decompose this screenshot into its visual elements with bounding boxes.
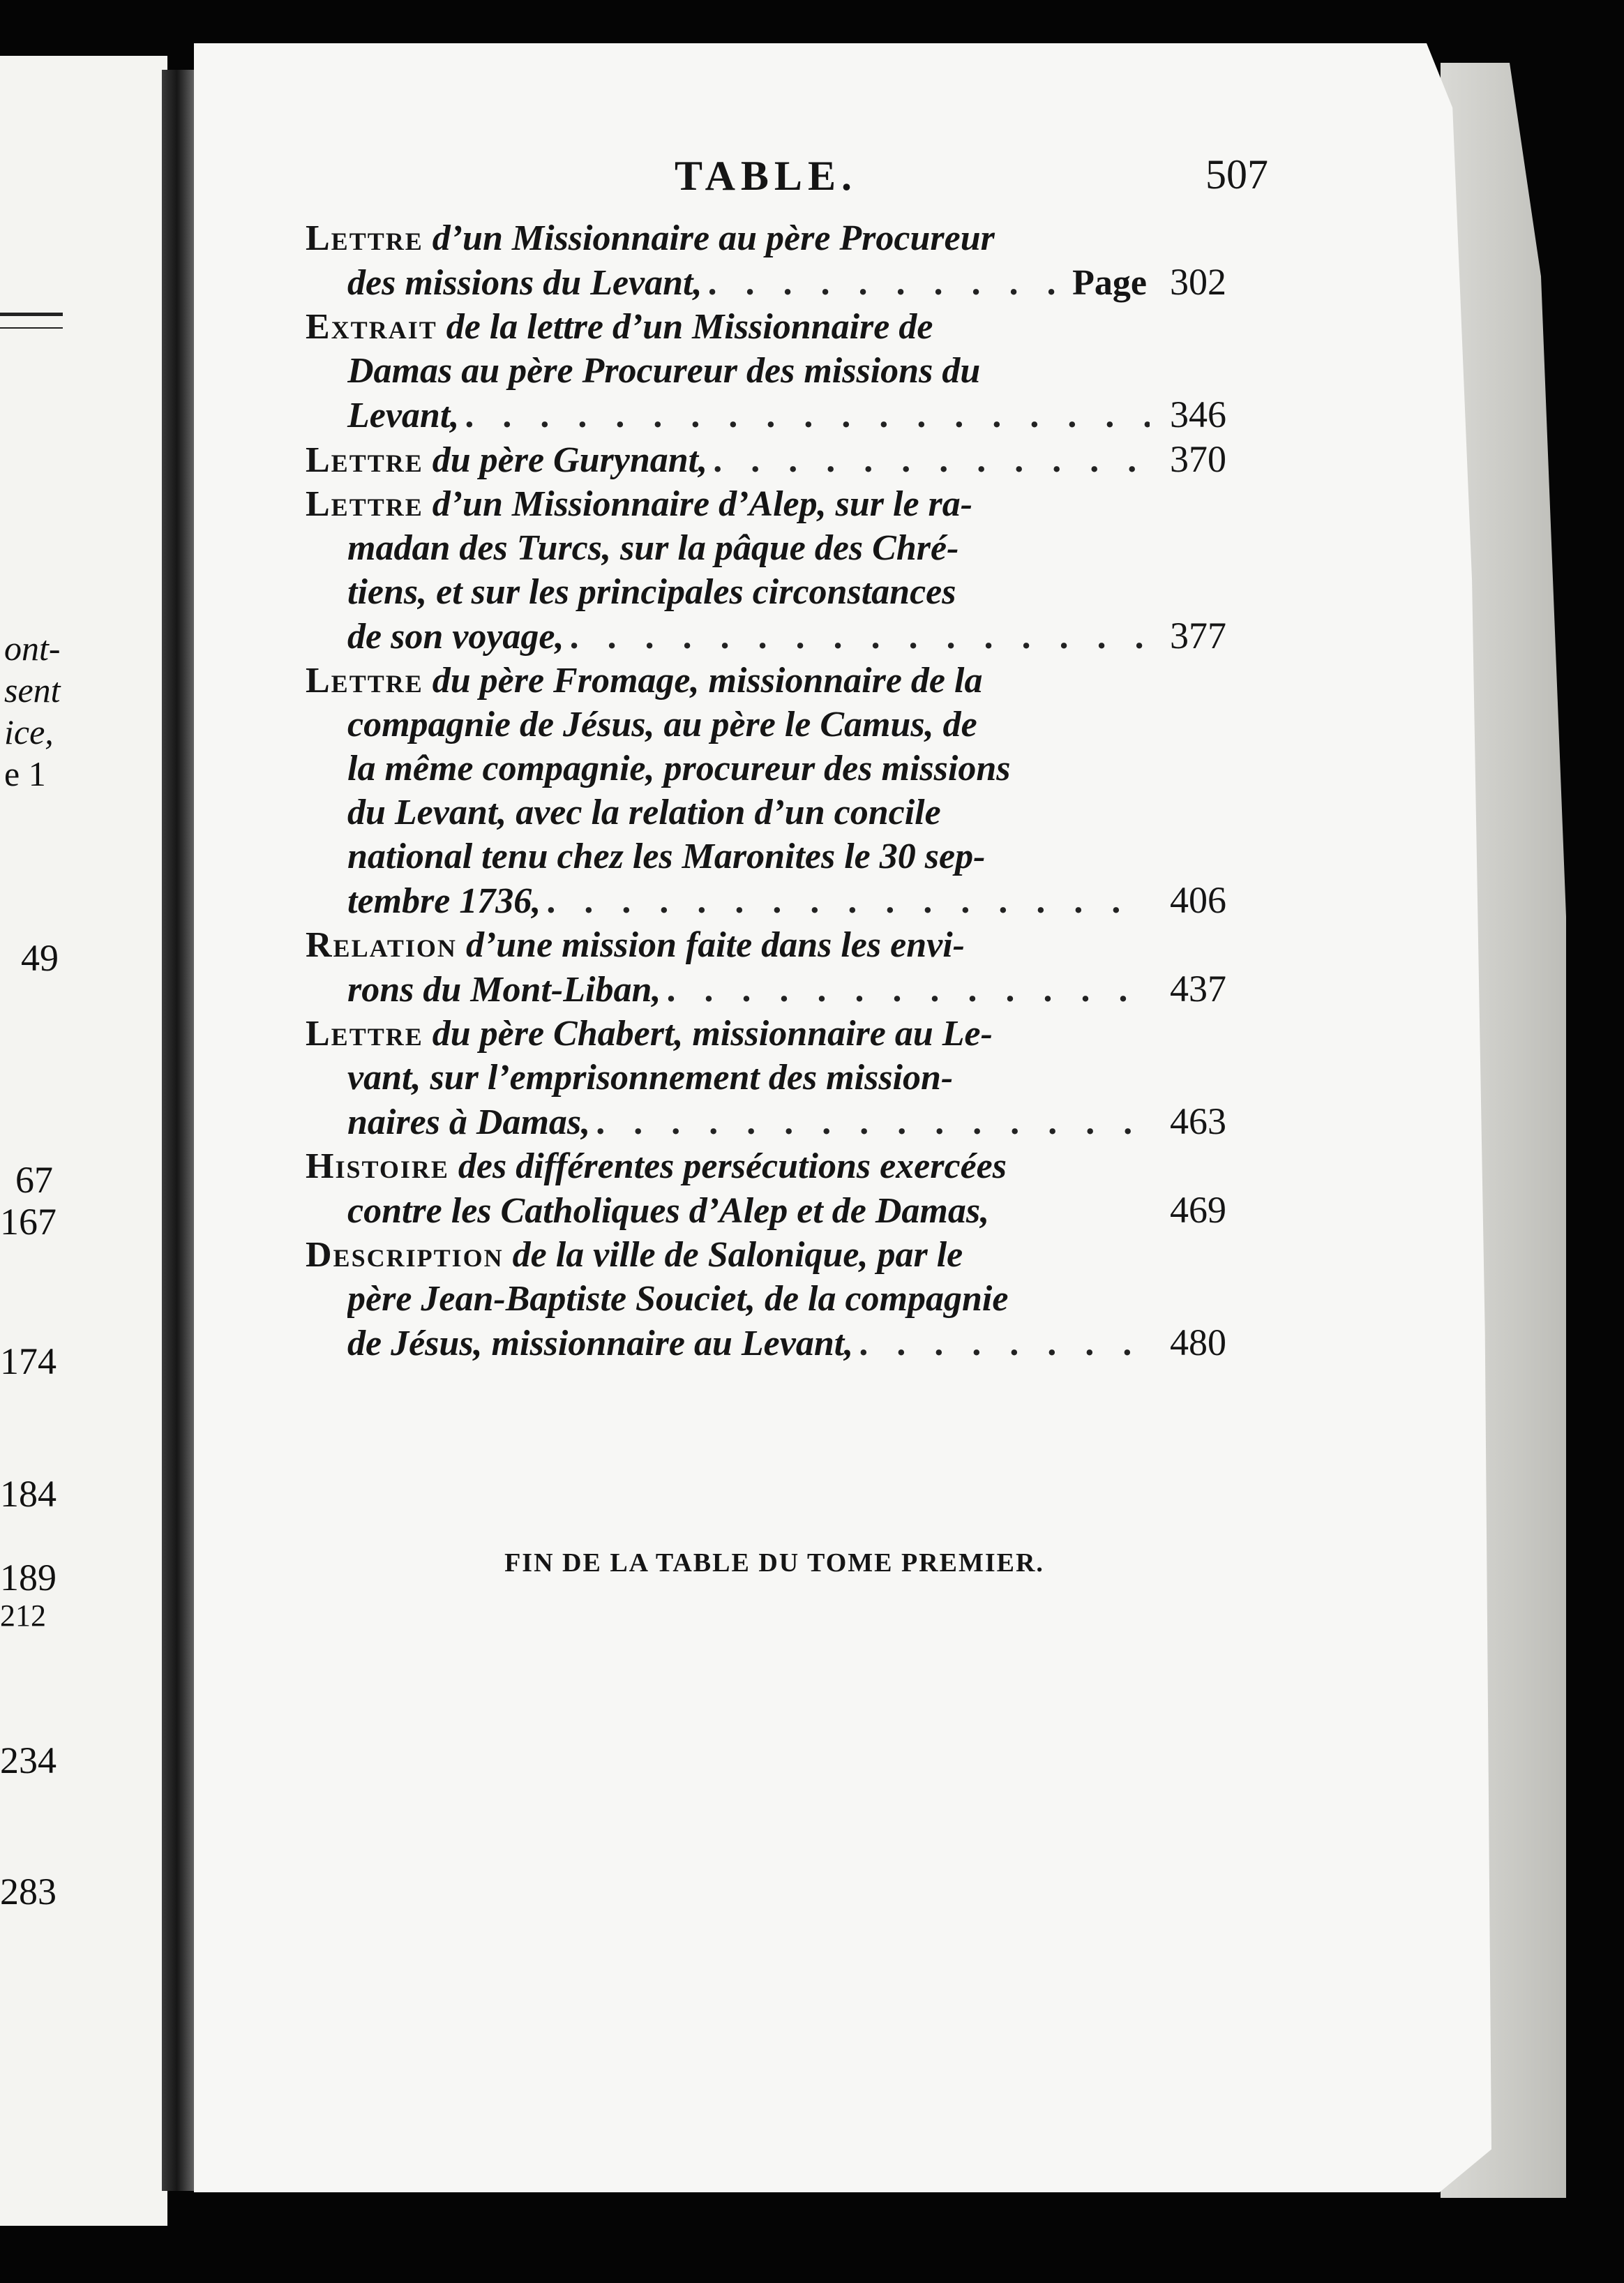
entry-lead-word: Lettre — [306, 440, 423, 480]
left-page-number: 234 — [0, 1739, 57, 1781]
entry-text: des missions du Levant, — [347, 263, 702, 303]
entry-lead-word: Relation — [306, 925, 457, 965]
toc-entry — [306, 1012, 1226, 1144]
entry-last-line — [306, 1188, 1226, 1233]
left-page-number: 67 — [15, 1159, 53, 1201]
entry-last-line — [306, 1100, 1226, 1144]
entry-text: de Jésus, missionnaire au Levant, — [347, 1324, 854, 1363]
entry-line — [306, 703, 1226, 747]
page-label: Page — [1072, 263, 1147, 303]
entry-text: de la ville de Salonique, par le — [512, 1235, 963, 1275]
entry-line — [306, 791, 1226, 834]
table-of-contents — [306, 140, 1268, 1365]
entry-lead-word: Histoire — [306, 1146, 449, 1186]
entry-last-line — [306, 260, 1226, 305]
entry-text: la même compagnie, procureur des missions — [347, 749, 1011, 788]
entry-lead-word: Extrait — [306, 307, 437, 347]
entry-page-number: 480 — [1170, 1322, 1226, 1363]
entry-page-number: 463 — [1170, 1100, 1226, 1142]
entry-line — [306, 1056, 1226, 1100]
entry-text: Levant, — [347, 396, 460, 435]
entry-text: père Jean-Baptiste Souciet, de la compagnie — [347, 1279, 1009, 1319]
entry-line — [306, 659, 1226, 703]
entry-text: vant, sur l’emprisonnement des mission- — [347, 1058, 954, 1098]
page-number: 507 — [1205, 151, 1268, 197]
toc-entry — [306, 1233, 1226, 1365]
entry-lead-word: Lettre — [306, 484, 423, 524]
left-page-number: 49 — [21, 937, 59, 979]
dot-leader — [668, 968, 1150, 1012]
entry-text: tiens, et sur les principales circonstances — [347, 572, 956, 612]
entry-line — [306, 747, 1226, 791]
entry-lead-word: Description — [306, 1235, 504, 1275]
toc-entry — [306, 659, 1226, 923]
entry-text: compagnie de Jésus, au père le Camus, de — [347, 705, 977, 744]
entry-last-line — [306, 393, 1226, 437]
entry-line — [306, 834, 1226, 878]
toc-entries — [306, 216, 1226, 1365]
running-title: TABLE. — [675, 153, 857, 199]
entry-page-number: 377 — [1170, 615, 1226, 657]
left-page-text-fragment: ice, — [4, 712, 54, 751]
dot-leader — [548, 879, 1150, 923]
book-binding-gutter — [162, 70, 195, 2191]
left-page-text-fragment: sent — [4, 671, 61, 710]
entry-page-number: 302 — [1170, 261, 1226, 303]
dot-leader — [709, 261, 1066, 305]
entry-line — [306, 349, 1226, 393]
toc-entry — [306, 305, 1226, 437]
dot-leader — [597, 1100, 1150, 1144]
toc-entry — [306, 1144, 1226, 1233]
entry-page-number: 469 — [1170, 1189, 1226, 1231]
entry-line — [306, 526, 1226, 570]
page-header — [306, 140, 1268, 216]
left-page-fragment — [0, 56, 167, 2226]
toc-entry — [306, 482, 1226, 659]
entry-text: de son voyage, — [347, 617, 564, 657]
entry-text: national tenu chez les Maronites le 30 sep- — [347, 837, 986, 876]
left-page-number: 167 — [0, 1201, 57, 1243]
toc-entry — [306, 216, 1226, 305]
entry-last-line — [306, 614, 1226, 659]
entry-line — [306, 1012, 1226, 1056]
entry-text: d’un Missionnaire d’Alep, sur le ra- — [432, 484, 973, 524]
dot-leader — [466, 394, 1150, 437]
entry-last-line — [306, 967, 1226, 1012]
entry-line — [306, 1277, 1226, 1321]
entry-text: du père Gurynant, — [432, 440, 708, 480]
entry-text: Damas au père Procureur des missions du — [347, 351, 981, 391]
dot-leader — [571, 615, 1150, 659]
left-page-number: 283 — [0, 1871, 57, 1913]
entry-page-number: 346 — [1170, 394, 1226, 435]
left-page-number: 189 — [0, 1557, 57, 1599]
entry-line — [306, 570, 1226, 614]
dot-leader — [860, 1322, 1150, 1365]
entry-lead-word: Lettre — [306, 1014, 423, 1054]
toc-entry — [306, 923, 1226, 1012]
entry-line — [306, 1144, 1226, 1188]
entry-line — [306, 216, 1226, 260]
entry-page-number: 406 — [1170, 879, 1226, 921]
entry-text: du père Fromage, missionnaire de la — [432, 661, 983, 701]
entry-page-number: 437 — [1170, 968, 1226, 1010]
entry-lead-word: Lettre — [306, 218, 423, 258]
entry-line — [306, 1233, 1226, 1277]
entry-text: de la lettre d’un Missionnaire de — [446, 307, 933, 347]
left-page-number: 212 — [0, 1599, 46, 1633]
dot-leader — [714, 438, 1150, 482]
ornamental-rule — [0, 313, 63, 329]
toc-entry — [306, 437, 1226, 482]
entry-line — [306, 305, 1226, 349]
left-page-number: 174 — [0, 1340, 57, 1382]
left-page-text-fragment: ont- — [4, 629, 61, 668]
entry-last-line — [306, 1321, 1226, 1365]
entry-text: rons du Mont-Liban, — [347, 970, 661, 1010]
entry-text: tembre 1736, — [347, 881, 541, 921]
entry-line — [306, 923, 1226, 967]
left-page-number: 184 — [0, 1473, 57, 1515]
entry-text: contre les Catholiques d’Alep et de Damas, — [347, 1191, 990, 1231]
entry-last-line — [306, 878, 1226, 923]
end-note: FIN DE LA TABLE DU TOME PREMIER. — [504, 1548, 1044, 1578]
entry-text: d’une mission faite dans les envi- — [465, 925, 965, 965]
entry-page-number: 370 — [1170, 438, 1226, 480]
entry-text: naires à Damas, — [347, 1102, 591, 1142]
entry-text: du Levant, avec la relation d’un concile — [347, 793, 941, 832]
entry-lead-word: Lettre — [306, 661, 423, 701]
entry-text: madan des Turcs, sur la pâque des Chré- — [347, 528, 959, 568]
entry-last-line — [306, 437, 1226, 482]
left-page-text-fragment: e 1 — [4, 754, 46, 793]
entry-text: d’un Missionnaire au père Procureur — [432, 218, 995, 258]
entry-text: du père Chabert, missionnaire au Le- — [432, 1014, 993, 1054]
entry-text: des différentes persécutions exercées — [458, 1146, 1007, 1186]
entry-line — [306, 482, 1226, 526]
